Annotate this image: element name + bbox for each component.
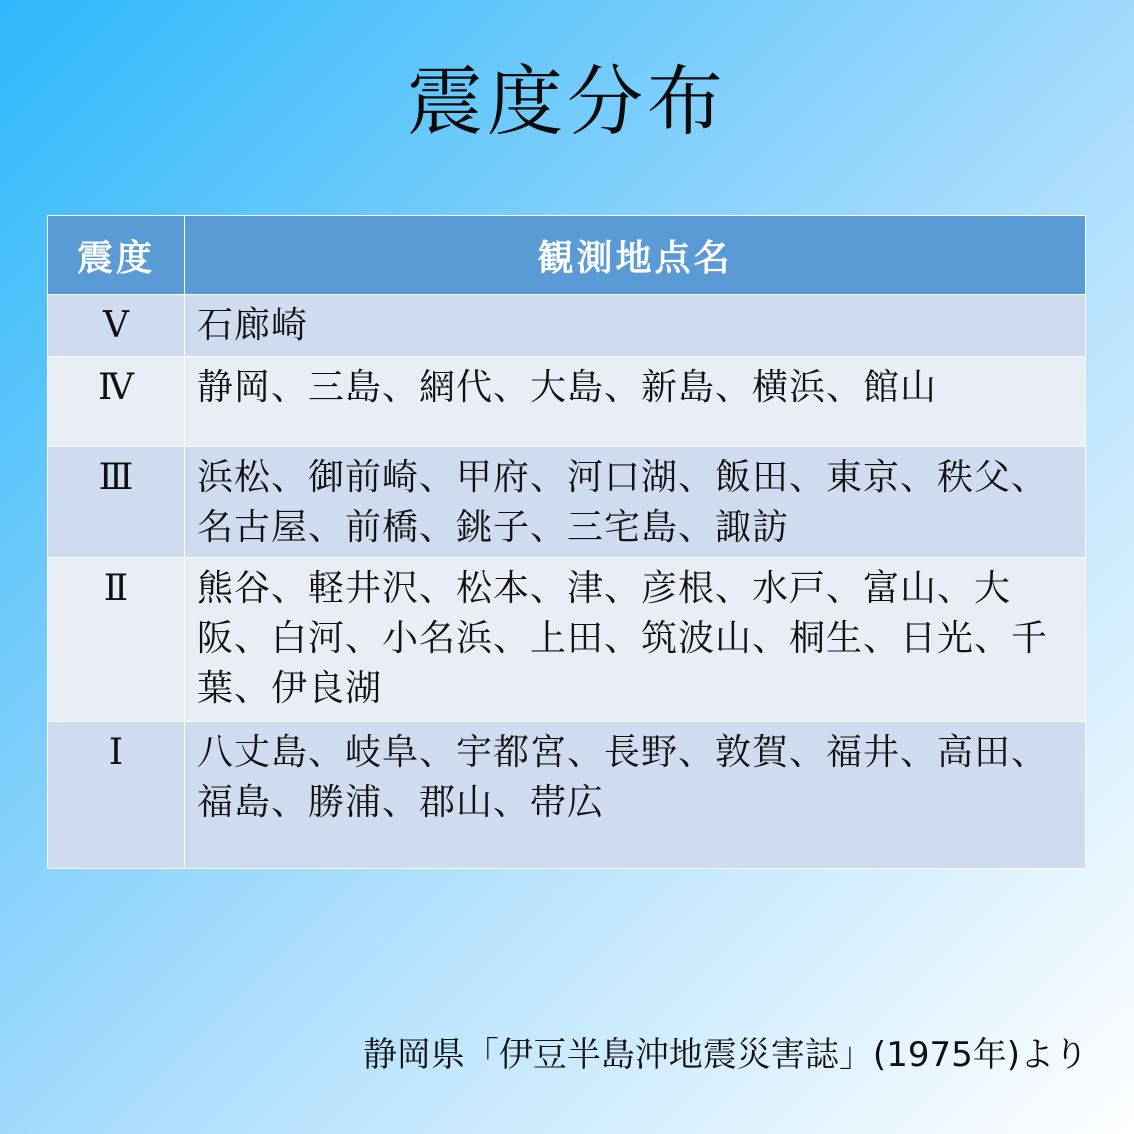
page-title: 震度分布 [407,57,727,146]
table-row [48,558,1086,722]
station-names: 静岡、三島、網代、大島、新島、横浜、館山 [185,357,1086,447]
table-row [48,447,1086,558]
intensity-level: Ⅴ [48,295,185,357]
table-row [48,295,1086,357]
intensity-level: Ⅱ [48,558,185,722]
table-row [48,722,1086,869]
table-row [48,357,1086,447]
station-names: 八丈島、岐阜、宇都宮、長野、敦賀、福井、高田、福島、勝浦、郡山、帯広 [185,722,1086,869]
header-intensity: 震度 [48,216,185,295]
header-station-names: 観測地点名 [185,216,1086,295]
intensity-level: Ⅰ [48,722,185,869]
table-header-row [48,216,1086,295]
station-names: 熊谷、軽井沢、松本、津、彦根、水戸、富山、大阪、白河、小名浜、上田、筑波山、桐生、日光、千葉、伊良湖 [185,558,1086,722]
source-citation: 静岡県「伊豆半島沖地震災害誌」(1975年)より [362,1035,1088,1075]
station-names: 浜松、御前崎、甲府、河口湖、飯田、東京、秩父、名古屋、前橋、銚子、三宅島、諏訪 [185,447,1086,558]
intensity-table [47,215,1086,869]
station-names: 石廊崎 [185,295,1086,357]
intensity-level: Ⅲ [48,447,185,558]
intensity-level: Ⅳ [48,357,185,447]
